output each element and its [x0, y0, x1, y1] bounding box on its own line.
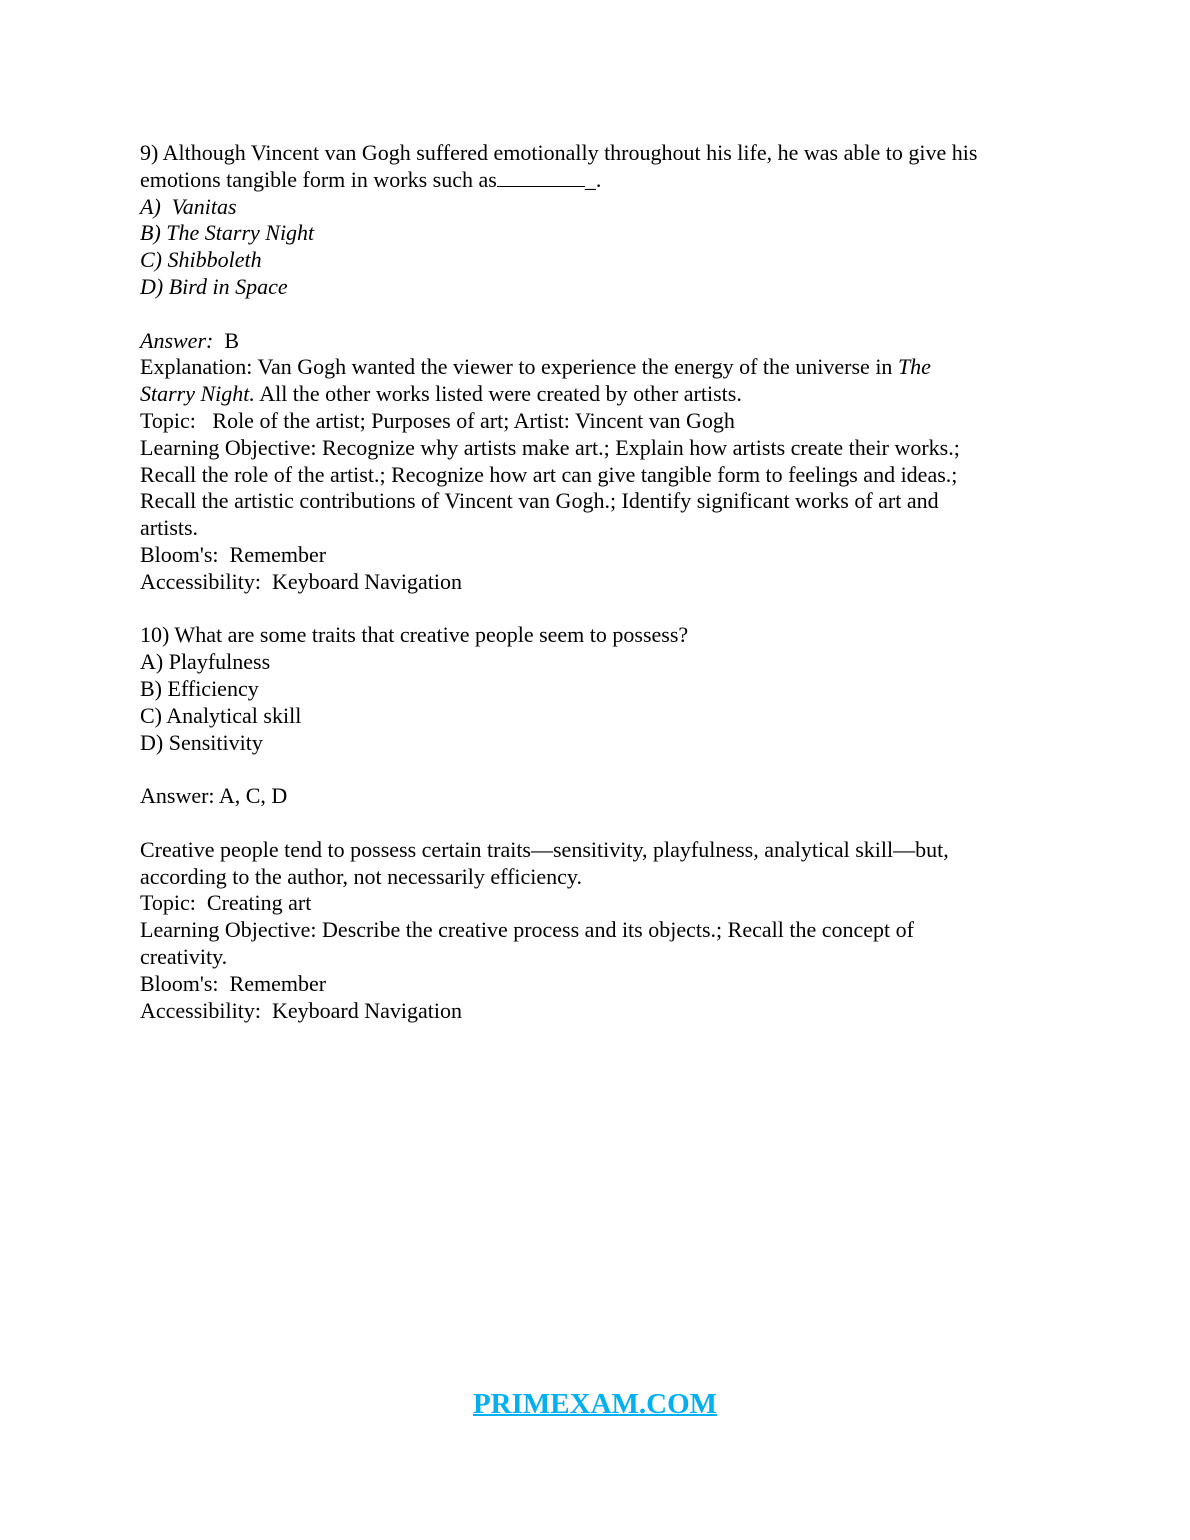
question-10-blooms: Bloom's: Remember — [140, 970, 327, 996]
document-body — [140, 140, 977, 1024]
explanation-text: All the other works listed were created by other artists. — [254, 381, 742, 407]
option-b: B) The Starry Night — [140, 220, 315, 246]
option-c: C) Shibboleth — [140, 247, 262, 273]
question-9-blooms: Bloom's: Remember — [140, 541, 327, 567]
explanation-text: Explanation: Van Gogh wanted the viewer to experience the energy of the universe in — [140, 354, 898, 380]
answer-value: B — [213, 327, 240, 353]
question-9-stem-line2 — [140, 167, 977, 194]
primexam-link[interactable]: PRIMEXAM.COM — [472, 1388, 718, 1420]
question-10-topic: Topic: Creating art — [140, 890, 312, 916]
learning-objective-line: Learning Objective: Recognize why artists make art.; Explain how artists create their works.; — [140, 434, 960, 460]
option-d: D) Sensitivity — [140, 729, 263, 755]
stem-end: _. — [584, 166, 602, 192]
question-9-accessibility: Accessibility: Keyboard Navigation — [140, 568, 462, 594]
question-9-answer — [140, 328, 977, 355]
explanation-line: Creative people tend to possess certain traits—sensitivity, playfulness, analytical skill—but, — [140, 836, 949, 862]
option-a: A) Playfulness — [140, 649, 271, 675]
question-9-topic: Topic: Role of the artist; Purposes of art; Artist: Vincent van Gogh — [140, 407, 735, 433]
option-c: C) Analytical skill — [140, 702, 302, 728]
stem-text: emotions tangible form in works such as — [140, 166, 497, 192]
footer — [0, 1388, 1190, 1421]
learning-objective-line: Recall the artistic contributions of Vincent van Gogh.; Identify significant works of art and — [140, 488, 939, 514]
question-9-stem-line1: 9) Although Vincent van Gogh suffered emotionally throughout his life, he was able to give his — [140, 140, 978, 165]
option-a: A) Vanitas — [140, 193, 237, 219]
explanation-italic: Starry Night. — [140, 381, 255, 407]
learning-objective-line: artists. — [140, 515, 199, 541]
question-10-accessibility: Accessibility: Keyboard Navigation — [140, 997, 462, 1023]
option-b: B) Efficiency — [140, 675, 259, 701]
learning-objective-line: creativity. — [140, 943, 228, 969]
question-10-answer: Answer: A, C, D — [140, 783, 288, 809]
answer-label: Answer: — [140, 327, 214, 353]
explanation-italic: The — [897, 354, 931, 380]
option-d: D) Bird in Space — [140, 273, 288, 299]
explanation-line2 — [140, 381, 977, 408]
learning-objective-line: Recall the role of the artist.; Recognize how art can give tangible form to feelings and ideas.; — [140, 461, 958, 487]
explanation-line1 — [140, 354, 977, 381]
fill-in-blank — [497, 168, 585, 187]
question-10-stem: 10) What are some traits that creative people seem to possess? — [140, 622, 689, 648]
learning-objective-line: Learning Objective: Describe the creative process and its objects.; Recall the concept of — [140, 917, 914, 943]
explanation-line: according to the author, not necessarily efficiency. — [140, 863, 582, 889]
